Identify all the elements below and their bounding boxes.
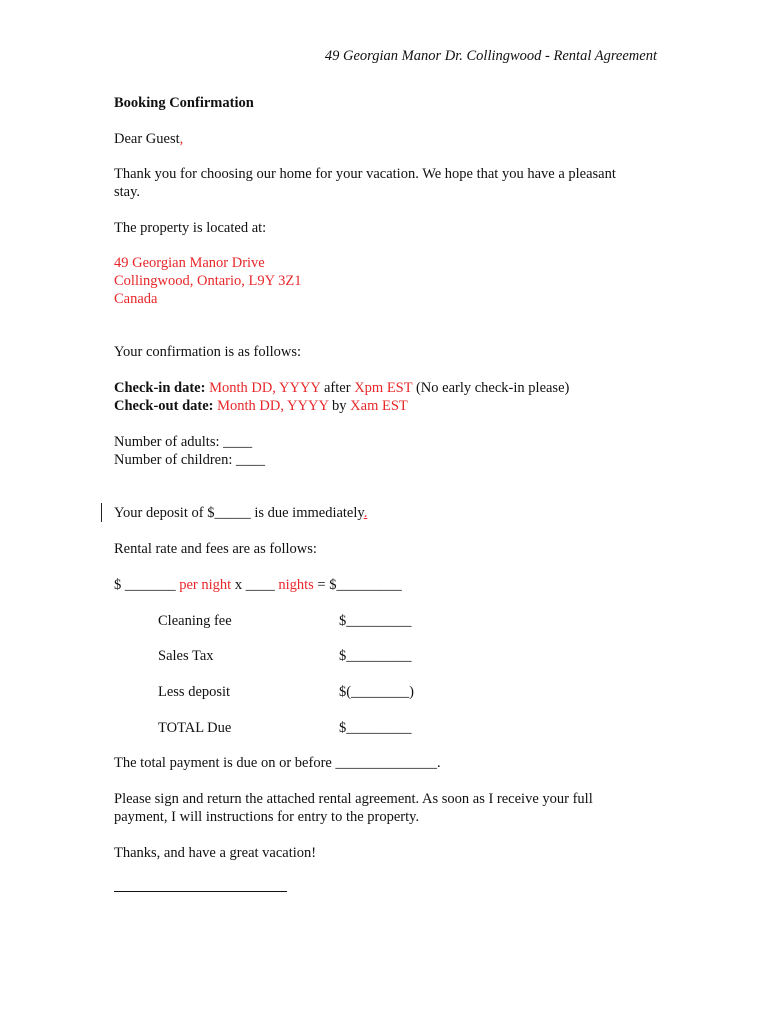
fee-value-sales-tax: $_________ <box>339 648 412 664</box>
rate-nights: nights <box>278 577 314 593</box>
checkin-after: after <box>324 380 351 396</box>
rate-equals: = $_________ <box>317 577 402 593</box>
checkout-time: Xam EST <box>350 398 408 414</box>
fee-label-sales-tax: Sales Tax <box>158 648 214 664</box>
greeting <box>114 130 183 148</box>
checkin-note: (No early check-in please) <box>415 380 570 396</box>
intro-line-1: Thank you for choosing our home for your vacation. We hope that you have a pleasant <box>114 166 616 182</box>
rate-dollar: $ _______ <box>114 577 176 593</box>
rate-line <box>114 576 402 594</box>
fee-value-total: $_________ <box>339 720 412 736</box>
confirmation-intro: Your confirmation is as follows: <box>114 344 302 360</box>
checkin-date: Month DD, YYYY <box>209 380 321 396</box>
checkout-line <box>114 397 408 415</box>
children-line: Number of children: ____ <box>114 452 266 468</box>
rates-intro: Rental rate and fees are as follows: <box>114 541 317 557</box>
deposit-line <box>114 504 367 522</box>
fee-label-total: TOTAL Due <box>158 720 232 736</box>
closing-line-1: Please sign and return the attached rental agreement. As soon as I receive your full <box>114 791 593 807</box>
fee-value-cleaning: $_________ <box>339 613 412 629</box>
thanks-line: Thanks, and have a great vacation! <box>114 845 317 861</box>
checkin-label: Check-in date: <box>114 380 206 396</box>
fee-label-less-deposit: Less deposit <box>158 684 231 700</box>
payment-due-line: The total payment is due on or before ______________. <box>114 755 441 771</box>
rate-x: x ____ <box>234 577 275 593</box>
address-line-2: Collingwood, Ontario, L9Y 3Z1 <box>114 273 302 289</box>
address-line-1: 49 Georgian Manor Drive <box>114 255 265 271</box>
closing-line-2: payment, I will instructions for entry to the property. <box>114 809 420 825</box>
checkout-date: Month DD, YYYY <box>217 398 329 414</box>
page-header: 49 Georgian Manor Dr. Collingwood - Rental Agreement <box>324 48 657 64</box>
deposit-text: Your deposit of $_____ is due immediately <box>114 505 364 521</box>
rate-per-night: per night <box>179 577 232 593</box>
greeting-text: Dear Guest <box>114 131 180 147</box>
adults-line: Number of adults: ____ <box>114 434 253 450</box>
greeting-comma: , <box>179 131 184 147</box>
checkout-label: Check-out date: <box>114 398 214 414</box>
location-intro: The property is located at: <box>114 220 267 236</box>
deposit-period: . <box>363 505 368 521</box>
intro-line-2: stay. <box>114 184 141 200</box>
text-cursor <box>101 503 102 522</box>
document-heading: Booking Confirmation <box>114 95 254 111</box>
signature-line <box>114 891 287 892</box>
checkin-time: Xpm EST <box>354 380 413 396</box>
fee-label-cleaning: Cleaning fee <box>158 613 232 629</box>
fee-value-less-deposit: $(________) <box>339 684 414 700</box>
checkin-line <box>114 379 569 397</box>
address-line-3: Canada <box>114 291 158 307</box>
checkout-by: by <box>332 398 347 414</box>
